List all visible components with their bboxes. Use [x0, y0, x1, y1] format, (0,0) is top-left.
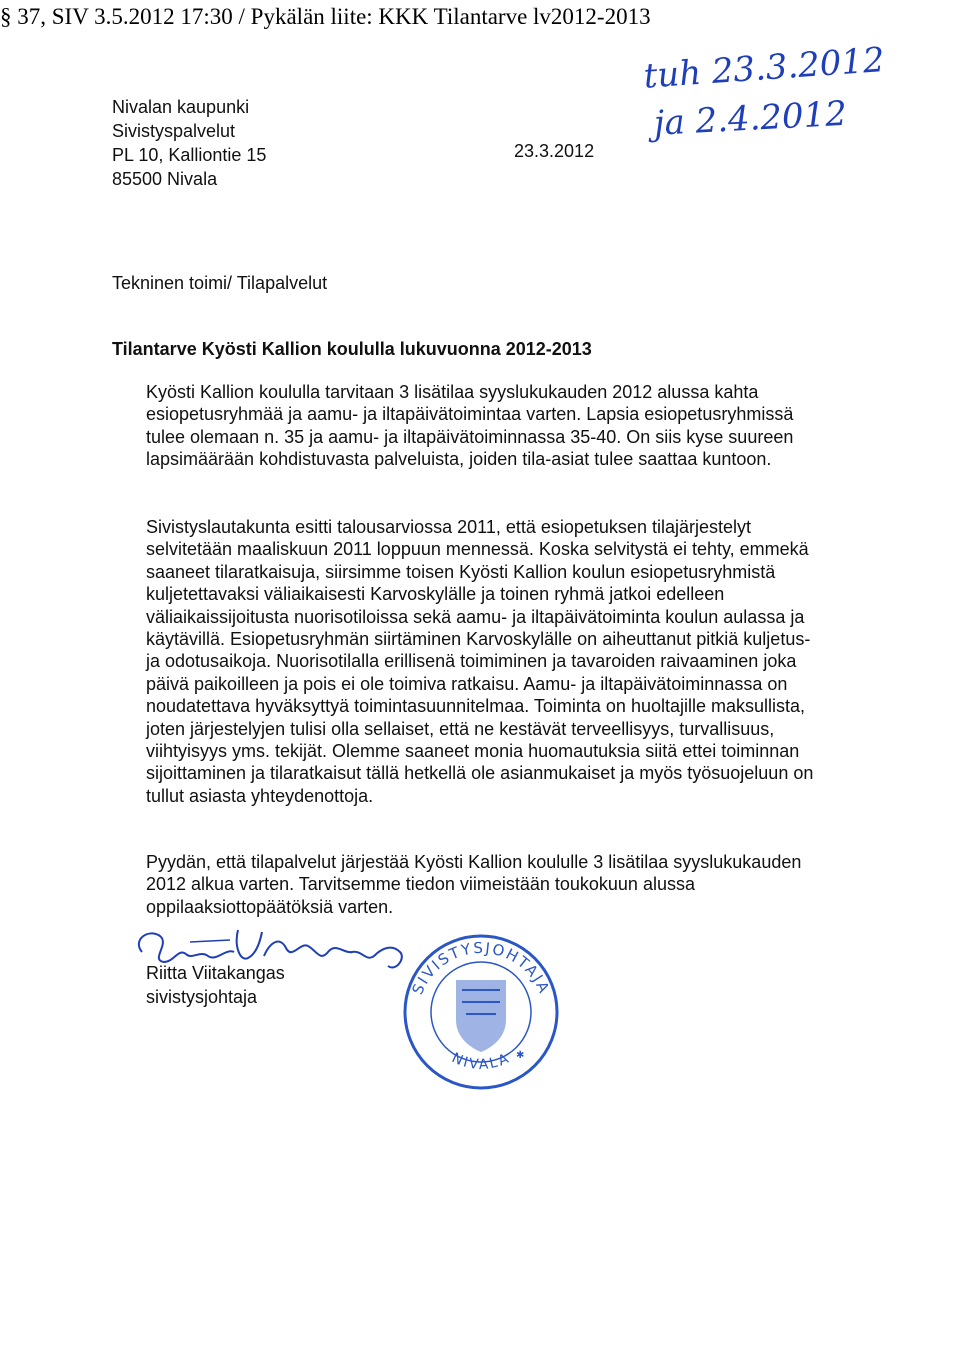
- letter-date: 23.3.2012: [514, 141, 595, 161]
- signer-block: [146, 961, 285, 1009]
- stamp-bottom-text: NIVALA: [449, 1050, 513, 1074]
- handwritten-note-line2: ja 2.4.2012: [652, 93, 848, 144]
- sender-line: PL 10, Kalliontie 15: [112, 145, 267, 165]
- subject-heading: Tilantarve Kyösti Kallion koululla lukuvuonna 2012-2013: [112, 339, 592, 359]
- sender-line: Nivalan kaupunki: [112, 97, 250, 117]
- official-stamp: [396, 930, 566, 1092]
- stamp-top-text: SIVISTYSJOHTAJA: [408, 938, 554, 998]
- recipient: Tekninen toimi/ Tilapalvelut: [112, 273, 328, 293]
- sender-line: Sivistyspalvelut: [112, 121, 236, 141]
- signer-name: Riitta Viitakangas: [146, 963, 285, 983]
- body-paragraph: Kyösti Kallion koululla tarvitaan 3 lisätilaa syyslukukauden 2012 alussa kahta esiopetusryhmää ja aamu- ja iltapäivätoimintaa varten. Lapsia esiopetusryhmissä tulee olemaan n. 35 ja aamu- ja iltapäivätoiminnassa 35-40. On siis kyse suureen lapsimäärään kohdistuvasta palveluista, joiden tila-asiat tulee saattaa kuntoon.: [146, 382, 794, 470]
- svg-text:✱: ✱: [516, 1050, 525, 1061]
- body-paragraph: Pyydän, että tilapalvelut järjestää Kyösti Kallion koululle 3 lisätilaa syyslukukauden 2012 alkua varten. Tarvitsemme tiedon viimeistään toukokuun alussa oppilaaksiottopäätöksiä varten.: [146, 852, 802, 917]
- sender-line: 85500 Nivala: [112, 169, 218, 189]
- handwritten-date-note: [634, 36, 934, 146]
- coat-of-arms-icon: [456, 980, 506, 1052]
- sender-address: [112, 95, 266, 191]
- document-header: § 37, SIV 3.5.2012 17:30 / Pykälän liite: KKK Tilantarve lv2012-2013: [0, 4, 651, 29]
- handwritten-note-line1: tuh 23.3.2012: [642, 40, 886, 97]
- svg-text:NIVALA: [449, 1050, 513, 1073]
- signer-title: sivistysjohtaja: [146, 987, 258, 1007]
- body-paragraph: Sivistyslautakunta esitti talousarviossa 2011, että esiopetuksen tilajärjestelyt selvitetään maaliskuun 2011 loppuun mennessä. Koska selvitystä ei tehty, emmekä saaneet tilaratkaisuja, siirsimme toisen Kyösti Kallion koulun esiopetusryhmistä kuljetettavaksi väliaikaisesti Karvoskylälle ja toinen ryhmä jatkoi edelleen väliaikaissijoitusta nuorisotiloissa sekä aamu- ja iltapäivätoiminta koulun aulassa ja käytävillä. Esiopetusryhmän siirtäminen Karvoskylälle on aiheuttanut pitkiä kuljetus- ja odotusaikoja. Nuorisotilalla erillisenä toimiminen ja tavaroiden raivaaminen joka päivä paikoilleen ja pois ei ole toimiva ratkaisu. Aamu- ja iltapäivätoiminnassa on noudatettava hyväksyttyä toimintasuunnitelmaa. Toiminta on huoltajille maksullista, joten järjestelyjen tulisi olla sellaiset, että ne kestävät terveellisyys, turvallisuus, viihtyisyys yms. tekijät. Olemme saaneet monia huomautuksia siitä ettei toiminnan sijoittaminen ja tilaratkaisut tällä hetkellä ole asianmukaiset ja myös työsuojeluun on tullut asiasta yhteydenottoja.: [146, 517, 814, 806]
